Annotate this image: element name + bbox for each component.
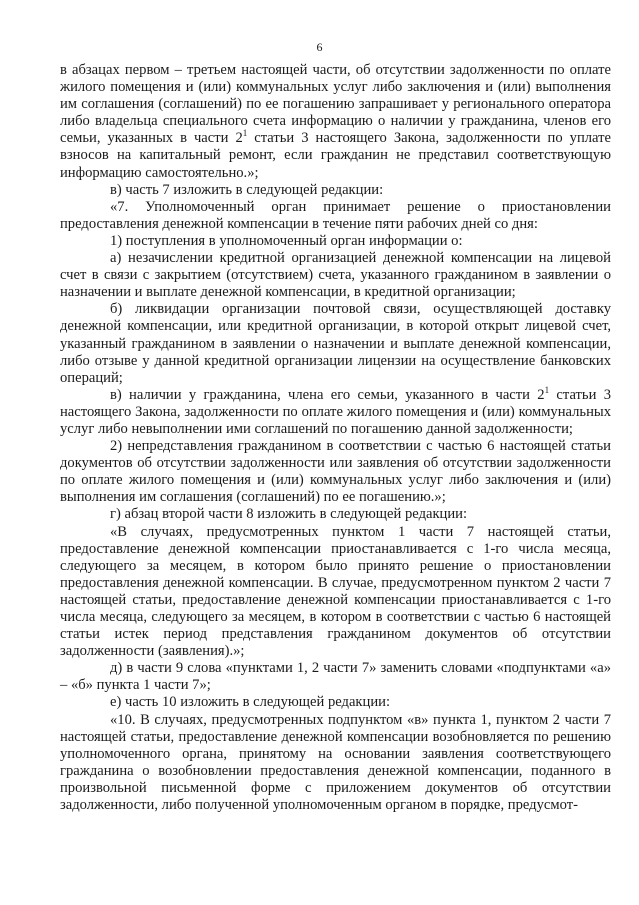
paragraph-3: «7. Уполномоченный орган принимает решение о приостановлении предоставления денежной компенсации в течение пяти рабочих дней со дня: xyxy=(60,198,611,232)
paragraph-13: «10. В случаях, предусмотренных подпунктом «в» пункта 1, пунктом 2 части 7 настоящей статьи, предоставление денежной компенсации возобновляется по решению уполномоченного органа, принятому на основании заявления соответствующего гражданина о возобновлении предоставления денежной компенсации, поданного в произвольной письменной форме с приложением документов об отсутствии задолженности, либо полученной уполномоченным органом в порядке, предусмот- xyxy=(60,711,611,814)
paragraph-1-text-continued: статьи 3 настоящего Закона, задолженности по уплате взносов на капитальный ремонт, если гражданин не представил соответствующую информацию самостоятельно.»; xyxy=(60,130,611,181)
paragraph-7 xyxy=(60,384,611,438)
paragraph-5: а) незачислении кредитной организацией денежной компенсации на лицевой счет в связи с закрытием (отсутствием) счета, указанного гражданином в заявлении о назначении и выплате денежной компенсации, в кредитной организации; xyxy=(60,250,611,301)
paragraph-1 xyxy=(60,62,611,182)
paragraph-7-superscript: 1 xyxy=(544,384,550,395)
paragraph-8: 2) непредставления гражданином в соответствии с частью 6 настоящей статьи документов об отсутствии задолженности или заявления об отсутствии задолженности по оплате жилого помещения и (или) коммунальных услуг либо заключения и (или) выполнения им соглашения (соглашений) по ее погашению.»; xyxy=(60,438,611,506)
paragraph-4: 1) поступления в уполномоченный орган информации о: xyxy=(110,232,463,249)
paragraph-6: б) ликвидации организации почтовой связи, осуществляющей доставку денежной компенсации, или кредитной организации, в которой открыт лицевой счет, указанный гражданином в заявлении о назначении и выплате денежной компенсации, либо отзыве у данной кредитной организации лицензии на осуществление банковских операций; xyxy=(60,301,611,386)
paragraph-10: «В случаях, предусмотренных пунктом 1 части 7 настоящей статьи, предоставление денежной компенсации приостанавливается с 1-го числа месяца, следующего за месяцем, в котором было принято решение о приостановлении предоставления денежной компенсации. В случае, предусмотренном пунктом 2 части 7 настоящей статьи, предоставление денежной компенсации приостанавливается с 1-го числа месяца, следующего за месяцем, в котором в соответствии с частью 6 настоящей статьи истек период представления гражданином документов об отсутствии задолженности (заявления).»; xyxy=(60,523,611,660)
paragraph-7-text: в) наличии у гражданина, члена его семьи, указанного в части 2 xyxy=(110,386,545,403)
paragraph-9: г) абзац второй части 8 изложить в следующей редакции: xyxy=(110,506,468,523)
document-body xyxy=(60,62,611,814)
page-number: 6 xyxy=(316,40,323,54)
paragraph-12: е) часть 10 изложить в следующей редакции: xyxy=(110,694,391,711)
paragraph-1-text: в абзацах первом – третьем настоящей части, об отсутствии задолженности по оплате жилого помещения и (или) коммунальных услуг либо заключения и (или) выполнения им соглашения (соглашений) по ее погашению запрашивает у регионального оператора либо владельца специального счета информацию о наличии у гражданина, членов его семьи, указанных в части 2 xyxy=(60,62,611,147)
paragraph-1-superscript: 1 xyxy=(242,128,248,139)
paragraph-7-text-continued: статьи 3 настоящего Закона, задолженности по оплате жилого помещения и (или) коммунальных услуг либо невыполнении ими соглашений по погашению данной задолженности; xyxy=(60,386,611,437)
paragraph-2: в) часть 7 изложить в следующей редакции: xyxy=(110,181,384,198)
paragraph-11: д) в части 9 слова «пунктами 1, 2 части 7» заменить словами «подпунктами «а» – «б» пункта 1 части 7»; xyxy=(60,660,611,694)
